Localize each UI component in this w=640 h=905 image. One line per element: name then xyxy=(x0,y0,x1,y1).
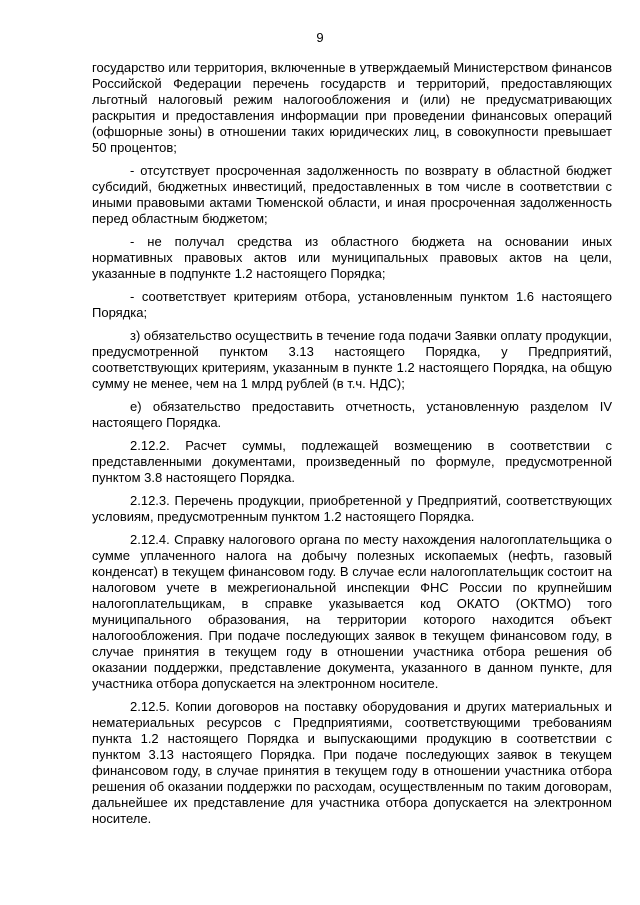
paragraph-reporting-obligation: е) обязательство предоставить отчетность, установленную разделом IV настоящего Порядка. xyxy=(92,399,612,430)
paragraph-2-12-3: 2.12.3. Перечень продукции, приобретенной у Предприятий, соответствующих условиям, предусмотренным пунктом 1.2 настоящего Порядка. xyxy=(92,493,612,524)
paragraph-no-other-budget-funds: - не получал средства из областного бюджета на основании иных нормативных правовых актов или муниципальных правовых актов на цели, указанные в подпункте 1.2 настоящего Порядка; xyxy=(92,234,612,281)
paragraph-2-12-4: 2.12.4. Справку налогового органа по месту нахождения налогоплательщика о сумме уплаченного налога на добычу полезных ископаемых (нефть, газовый конденсат) в текущем финансовом году. В случае если налогоплательщик состоит на налоговом учете в межрегиональной инспекции ФНС России по крупнейшим налогоплательщикам, в справке указывается код ОКАТО (ОКТМО) того муниципального образования, на территории которого находится объект налогообложения. При подаче последующих заявок в текущем финансовом году, в случае принятия в текущем году в отношении участника отбора решения об оказании поддержки, представление документа, указанного в данном пункте, для участника отбора допускается на электронном носителе. xyxy=(92,532,612,691)
document-body xyxy=(92,60,612,834)
paragraph-offshore-continuation: государство или территория, включенные в утверждаемый Министерством финансов Российской Федерации перечень государств и территорий, предоставляющих льготный налоговый режим налогообложения и (или) не предусматривающих раскрытия и предоставления информации при проведении финансовых операций (офшорные зоны) в отношении таких юридических лиц, в совокупности превышает 50 процентов; xyxy=(92,60,612,155)
paragraph-2-12-2: 2.12.2. Расчет суммы, подлежащей возмещению в соответствии с представленными документами, произведенный по формуле, предусмотренной пунктом 3.8 настоящего Порядка. xyxy=(92,438,612,485)
page-number: 9 xyxy=(316,30,324,45)
paragraph-meets-criteria: - соответствует критериям отбора, установленным пунктом 1.6 настоящего Порядка; xyxy=(92,289,612,320)
paragraph-no-overdue-debt: - отсутствует просроченная задолженность по возврату в областной бюджет субсидий, бюджетных инвестиций, предоставленных в том числе в соответствии с иными правовыми актами Тюменской области, и иная просроченная задолженность перед областным бюджетом; xyxy=(92,163,612,226)
paragraph-payment-obligation: з) обязательство осуществить в течение года подачи Заявки оплату продукции, предусмотренной пунктом 3.13 настоящего Порядка, у Предприятий, соответствующих критериям, указанным в пункте 1.2 настоящего Порядка, на общую сумму не менее, чем на 1 млрд рублей (в т.ч. НДС); xyxy=(92,328,612,391)
paragraph-2-12-5: 2.12.5. Копии договоров на поставку оборудования и других материальных и нематериальных ресурсов с Предприятиями, соответствующими требованиям пункта 1.2 настоящего Порядка и выпускающими продукцию в соответствии с пунктом 3.13 настоящего Порядка. При подаче последующих заявок в текущем финансовом году, в случае принятия в текущем году в отношении участника отбора решения об оказании поддержки по расходам, осуществленным по таким договорам, дальнейшее их представление для участника отбора допускается на электронном носителе. xyxy=(92,699,612,826)
